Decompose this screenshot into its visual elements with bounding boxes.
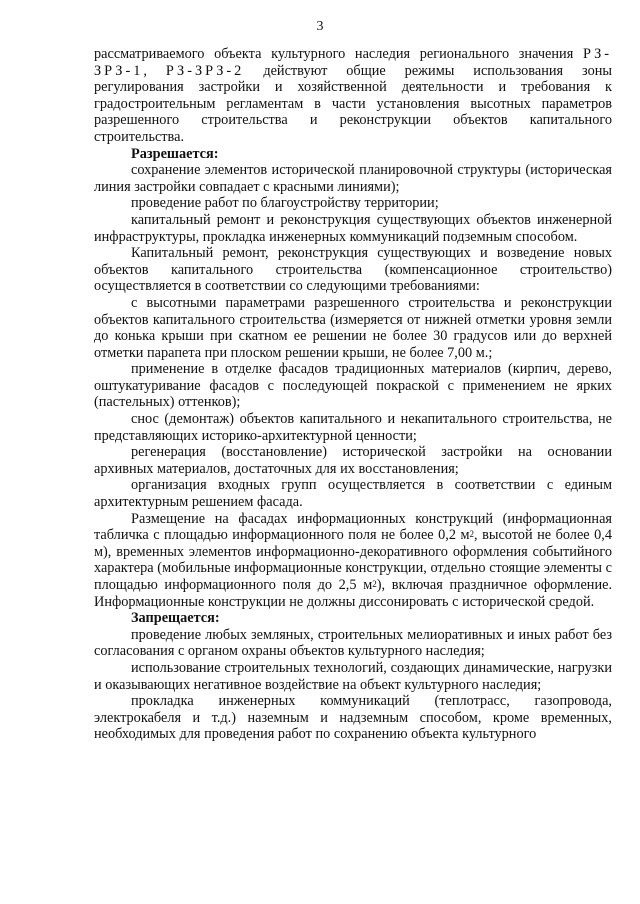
construction-item: снос (демонтаж) объектов капитального и некапитального строительства, не представляющих историко-архитектурной ценности; (94, 411, 612, 444)
page-number: 3 (316, 19, 324, 34)
allowed-item: сохранение элементов исторической планировочной структуры (историческая линия застройки совпадает с красными линиями); (94, 162, 612, 195)
signage-text-part1: Размещение на фасадах информационных конструкций (информационная табличка с площадью информационного поля не более 0,2 м (94, 510, 612, 544)
allowed-heading: Разрешается: (131, 145, 219, 162)
zone-code-2: РЗ-ЗРЗ-2 (165, 62, 245, 79)
construction-item: регенерация (восстановление) исторической застройки на основании архивных материалов, достаточных для их восстановления; (94, 444, 612, 477)
intro-text-part1: рассматриваемого объекта культурного наследия регионального значения (94, 46, 574, 62)
prohibited-item: прокладка инженерных коммуникаций (теплотрасс, газопровода, электрокабеля и т.д.) наземным и надземным способом, кроме временных, необходимых для проведения работ по сохранению объекта культурного (94, 693, 612, 743)
signage-paragraph (94, 511, 612, 611)
signage-text-part3: ), включая праздничное оформление. Информационные конструкции не должны диссонировать с исторической средой. (94, 577, 613, 610)
prohibited-item: проведение любых земляных, строительных мелиоративных и иных работ без согласования с органом охраны объектов культурного наследия; (94, 626, 612, 660)
construction-item: применение в отделке фасадов традиционных материалов (кирпич, дерево, оштукатуривание фасадов с последующей покраской с применением не ярких (пастельных) оттенков); (94, 361, 612, 411)
allowed-item: проведение работ по благоустройству территории; (131, 195, 439, 212)
superscript-2: 2 (469, 529, 475, 540)
prohibited-heading: Запрещается: (131, 610, 220, 627)
construction-item: с высотными параметрами разрешенного строительства и реконструкции объектов капитального строительства (измеряется от нижней отметки уровня земли до конька крыши при скатном ее решении не более 30 градусов или до верхней отметки парапета при плоском решении крыши, не более 7,00 м.; (94, 294, 612, 361)
intro-text-part2: действуют общие режимы использования зоны регулирования застройки и хозяйственной деятельности и требования к градостроительным регламентам в части установления высотных параметров разрешенного строительства и реконструкции объектов капитального строительства. (94, 62, 612, 145)
prohibited-item: использование строительных технологий, создающих динамические, нагрузки и оказывающих негативное воздействие на объект культурного наследия; (94, 659, 612, 693)
zone-code-1: РЗ-ЗРЗ-1 (94, 46, 613, 79)
allowed-item: капитальный ремонт и реконструкция существующих объектов инженерной инфраструктуры, прокладка инженерных коммуникаций подземным способом. (94, 211, 612, 245)
construction-item: организация входных групп осуществляется в соответствии с единым архитектурным решением фасада. (94, 477, 612, 511)
superscript-2: 2 (372, 579, 377, 589)
document-body (94, 46, 612, 743)
zone-separator: , (143, 62, 147, 79)
signage-text-part2: , высотой не более 0,4 м), временных элементов информационно-декоративного оформления событийного характера (мобильные информационные конструкции, отдельно стоящие элементы с площадью информационного поля до 2,5 м (94, 527, 612, 593)
intro-paragraph (94, 46, 612, 146)
construction-intro: Капитальный ремонт, реконструкция существующих и возведение новых объектов капитального строительства (компенсационное строительство) осуществляется в соответствии со следующими требованиями: (94, 245, 612, 295)
